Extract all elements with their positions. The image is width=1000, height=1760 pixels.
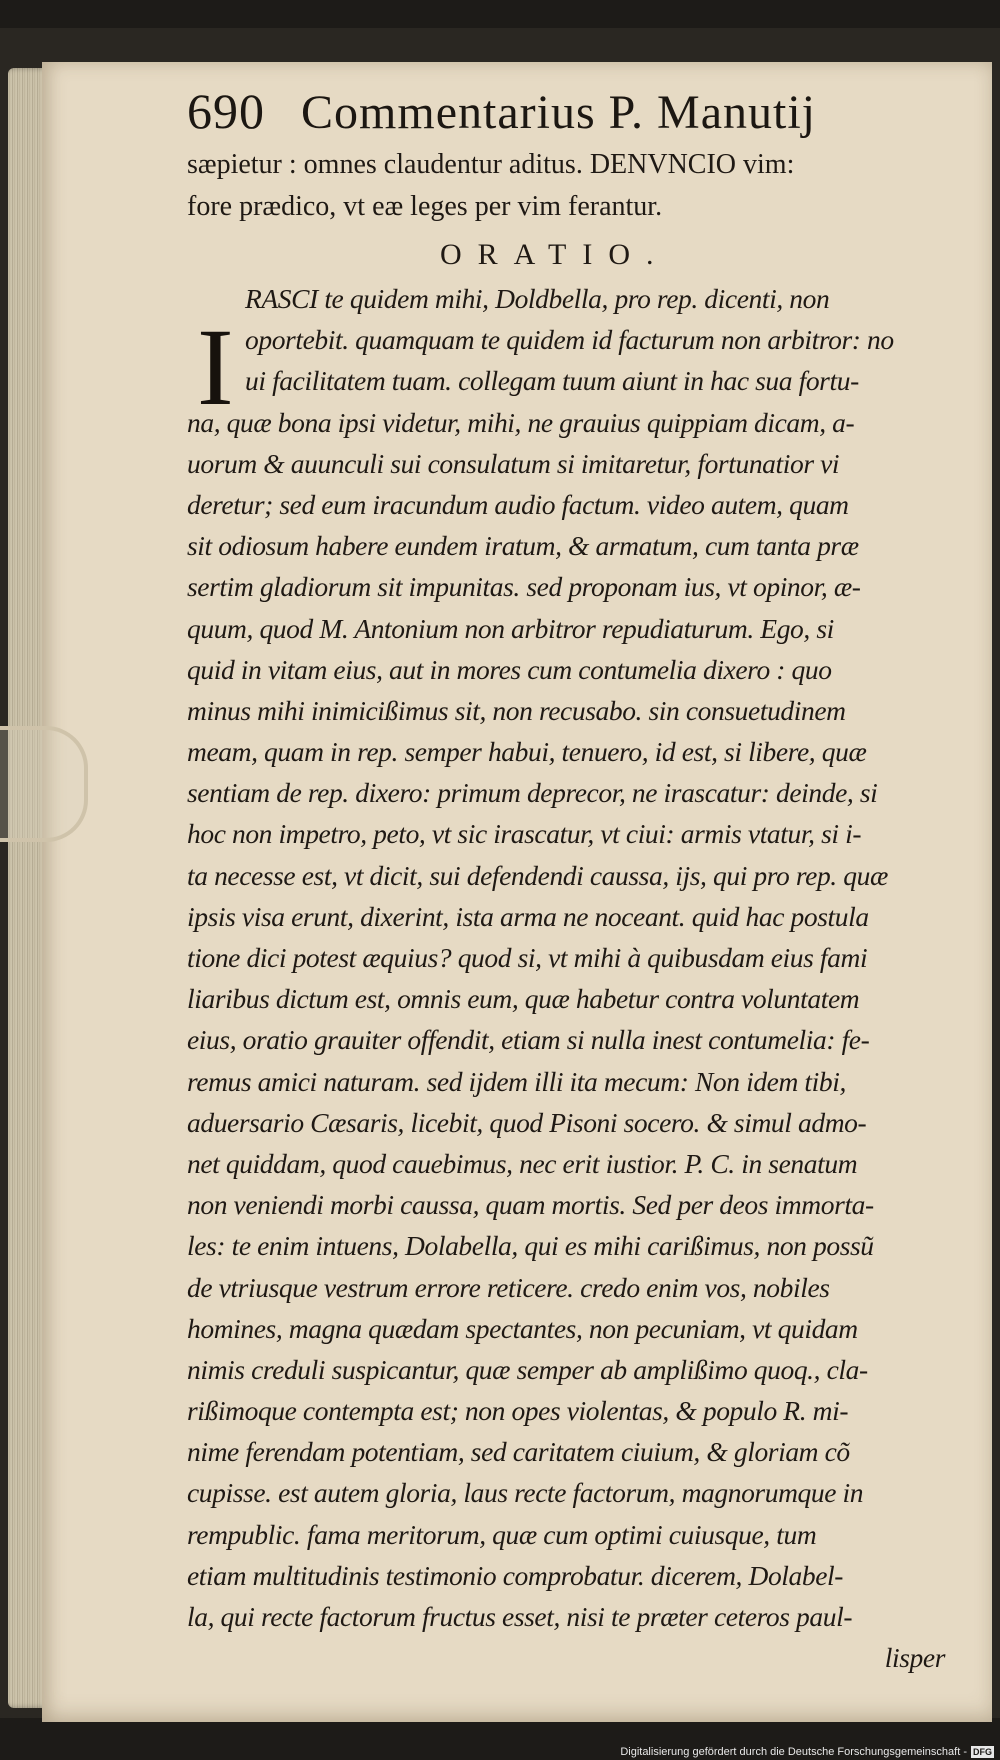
text-line: meam, quam in rep. semper habui, tenuero, id est, si libere, quæ bbox=[187, 736, 867, 768]
section-heading: ORATIO. bbox=[440, 238, 670, 271]
dfg-logo: DFG bbox=[973, 1747, 992, 1757]
text-line: sentiam de rep. dixero: primum deprecor, ne irascatur: deinde, si bbox=[187, 777, 878, 809]
text-line: de vtriusque vestrum errore reticere. credo enim vos, nobiles bbox=[187, 1271, 830, 1303]
credit-text: Digitalisierung gefördert durch die Deutsche Forschungsgemeinschaft - bbox=[620, 1746, 967, 1758]
text-line: na, quæ bona ipsi videtur, mihi, ne grauius quippiam dicam, a- bbox=[187, 406, 855, 438]
text-line: net quiddam, quod cauebimus, nec erit iustior. P. C. in senatum bbox=[187, 1147, 858, 1179]
text-line: sit odiosum habere eundem iratum, & armatum, cum tanta præ bbox=[187, 530, 859, 562]
page-number: 690 bbox=[187, 83, 265, 139]
text-line: ui facilitatem tuam. collegam tuum aiunt in hac sua fortu- bbox=[245, 365, 859, 397]
text-line: eius, oratio grauiter offendit, etiam si nulla inest contumelia: fe- bbox=[187, 1024, 870, 1056]
text-line: oportebit. quamquam te quidem id facturum non arbitror: no bbox=[245, 324, 894, 356]
text-line: uorum & auunculi sui consulatum si imitaretur, fortunatior vi bbox=[187, 447, 840, 479]
text-line: cupisse. est autem gloria, laus recte factorum, magnorumque in bbox=[187, 1477, 864, 1509]
text-line: aduersario Cæsaris, licebit, quod Pisoni socero. & simul admo- bbox=[187, 1106, 867, 1138]
digitization-credit bbox=[0, 1744, 1000, 1760]
text-line: remus amici naturam. sed ijdem illi ita mecum: Non idem tibi, bbox=[187, 1065, 846, 1097]
text-line: deretur; sed eum iracundum audio factum. video autem, quam bbox=[187, 488, 849, 520]
drop-cap: I bbox=[197, 306, 234, 428]
text-line: hoc non impetro, peto, vt sic irascatur, vt ciui: armis vtatur, si i- bbox=[187, 818, 862, 850]
text-line: nimis creduli suspicantur, quæ semper ab amplißimo quoq., cla- bbox=[187, 1353, 868, 1385]
text-line: ta necesse est, vt dicit, sui defendendi caussa, ijs, qui pro rep. quæ bbox=[187, 859, 888, 891]
text-line: la, qui recte factorum fructus esset, nisi te præter ceteros paul- bbox=[187, 1601, 853, 1632]
text-line: rempublic. fama meritorum, quæ cum optimi cuiusque, tum bbox=[187, 1518, 817, 1550]
preamble-line: fore prædico, vt eæ leges per vim ferantur. bbox=[187, 191, 663, 222]
running-header bbox=[187, 83, 887, 139]
preamble-line: sæpietur : omnes claudentur aditus. DENVNCIO vim: bbox=[187, 149, 795, 180]
catchword: lisper bbox=[884, 1642, 945, 1674]
text-line: quum, quod M. Antonium non arbitror repudiaturum. Ego, si bbox=[187, 612, 834, 644]
text-line: ipsis visa erunt, dixerint, ista arma ne noceant. quid hac postula bbox=[187, 900, 869, 932]
text-line: nime ferendam potentiam, sed caritatem ciuium, & gloriam cõ bbox=[187, 1436, 850, 1468]
text-line: liaribus dictum est, omnis eum, quæ habetur contra voluntatem bbox=[187, 983, 860, 1015]
text-line: etiam multitudinis testimonio comprobatur. dicerem, Dolabel- bbox=[187, 1559, 844, 1591]
text-line: minus mihi inimicißimus sit, non recusabo. sin consuetudinem bbox=[187, 694, 846, 726]
text-line: tione dici potest æquius? quod si, vt mihi à quibusdam eius fami bbox=[187, 942, 868, 973]
preamble bbox=[187, 144, 957, 228]
text-line: RASCI te quidem mihi, Doldbella, pro rep. dicenti, non bbox=[245, 283, 830, 314]
running-title: Commentarius P. Manutij bbox=[301, 86, 816, 139]
body-text bbox=[187, 278, 957, 1678]
text-line: homines, magna quædam spectantes, non pecuniam, vt quidam bbox=[187, 1312, 858, 1344]
text-line: non veniendi morbi caussa, quam mortis. Sed per deos immorta- bbox=[187, 1189, 874, 1221]
text-line: rißimoque contempta est; non opes violentas, & populo R. mi- bbox=[187, 1395, 849, 1427]
text-line: les: te enim intuens, Dolabella, qui es mihi carißimus, non possũ bbox=[187, 1230, 874, 1262]
clasp-strap bbox=[0, 726, 88, 842]
text-line: quid in vitam eius, aut in mores cum contumelia dixero : quo bbox=[187, 653, 832, 685]
text-line: sertim gladiorum sit impunitas. sed proponam ius, vt opinor, æ- bbox=[187, 571, 861, 603]
